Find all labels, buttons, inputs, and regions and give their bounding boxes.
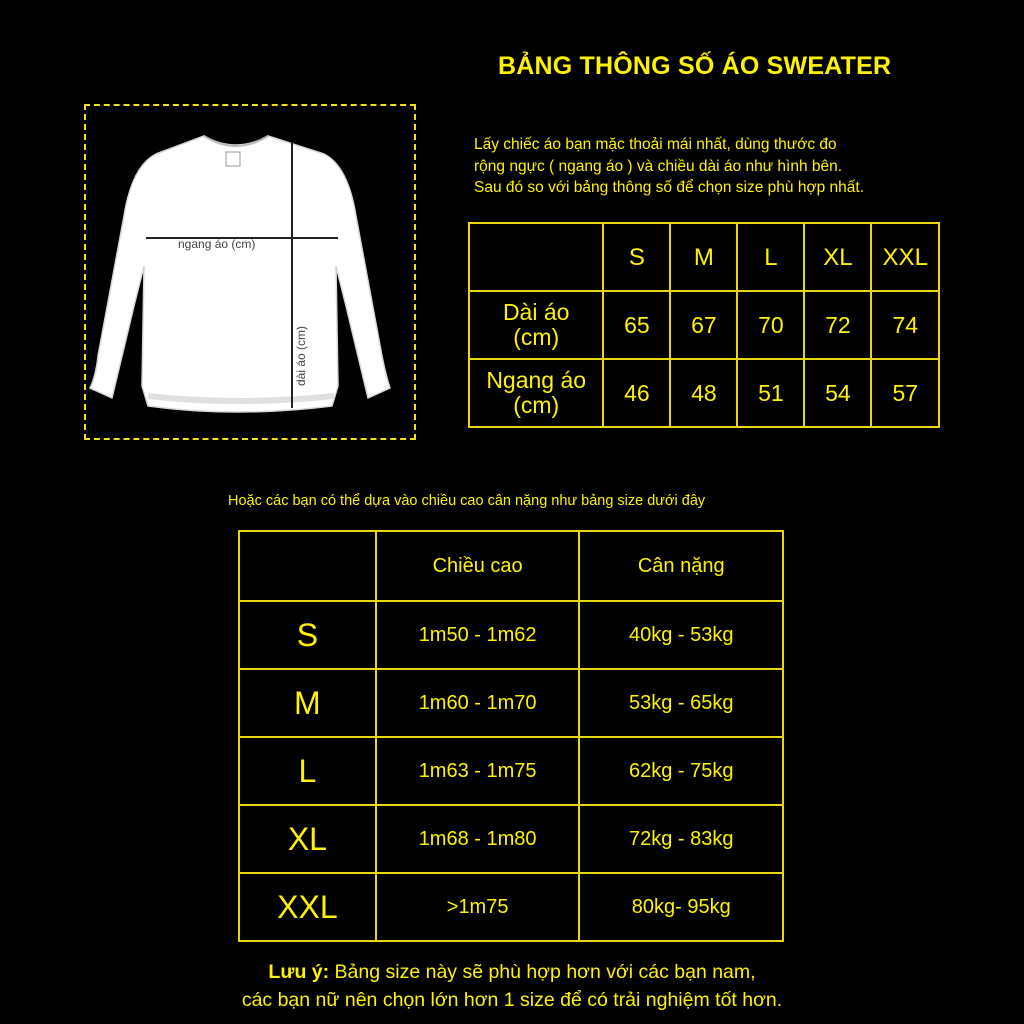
size-cell: L [239,737,376,805]
sweater-illustration [86,106,414,438]
table-row [469,359,939,427]
value-cell: 54 [804,359,871,427]
column-header: Cân nặng [579,531,783,601]
footer-text: Bảng size này sẽ phù hợp hơn với các bạn nam, [329,961,756,983]
height-weight-table [238,530,784,942]
length-label: dài áo (cm) [294,325,308,386]
value-cell: 51 [737,359,804,427]
size-header: S [603,223,670,291]
value-cell: 46 [603,359,670,427]
row-label-line: Dài áo [502,299,570,325]
weight-cell: 53kg - 65kg [579,669,783,737]
table-row [469,223,939,291]
row-label [469,291,603,359]
weight-cell: 62kg - 75kg [579,737,783,805]
value-cell: 57 [871,359,939,427]
row-label-line: (cm) [513,392,560,418]
table-row [239,601,783,669]
size-header: XL [804,223,871,291]
value-cell: 70 [737,291,804,359]
size-header: XXL [871,223,939,291]
height-cell: 1m50 - 1m62 [376,601,580,669]
value-cell: 74 [871,291,939,359]
size-header: M [670,223,737,291]
height-cell: 1m68 - 1m80 [376,805,580,873]
table-row [239,873,783,941]
table-row [239,669,783,737]
intro-text [474,134,954,199]
weight-cell: 72kg - 83kg [579,805,783,873]
sweater-icon [90,136,390,412]
size-header: L [737,223,804,291]
table-row [469,291,939,359]
row-label [469,359,603,427]
table-corner-cell [469,223,603,291]
weight-cell: 40kg - 53kg [579,601,783,669]
footer-label: Lưu ý: [268,961,330,983]
value-cell: 65 [603,291,670,359]
size-cell: XL [239,805,376,873]
width-label: ngang áo (cm) [178,237,256,251]
value-cell: 48 [670,359,737,427]
table-row [239,531,783,601]
height-cell: 1m63 - 1m75 [376,737,580,805]
value-cell: 72 [804,291,871,359]
weight-cell: 80kg- 95kg [579,873,783,941]
intro-line: rộng ngực ( ngang áo ) và chiều dài áo như hình bên. [474,157,843,175]
intro-line: Sau đó so với bảng thông số để chọn size phù hợp nhất. [474,179,865,196]
page-title: BẢNG THÔNG SỐ ÁO SWEATER [498,52,892,80]
footer-line: các bạn nữ nên chọn lớn hơn 1 size để có trải nghiệm tốt hơn. [241,989,783,1011]
alternative-note: Hoặc các bạn có thể dựa vào chiều cao cân nặng như bảng size dưới đây [228,493,706,509]
row-label-line: (cm) [513,324,560,350]
height-cell: 1m60 - 1m70 [376,669,580,737]
footer-note [0,958,1024,1014]
table-row [239,805,783,873]
size-cell: M [239,669,376,737]
footer-line [0,958,1024,986]
size-cell: XXL [239,873,376,941]
table-row [239,737,783,805]
height-cell: >1m75 [376,873,580,941]
intro-line: Lấy chiếc áo bạn mặc thoải mái nhất, dùng thước đo [474,136,837,153]
value-cell: 67 [670,291,737,359]
sweater-photo [84,104,416,440]
measurement-table [468,222,940,428]
column-header: Chiều cao [376,531,580,601]
size-cell: S [239,601,376,669]
table-corner-cell [239,531,376,601]
row-label-line: Ngang áo [486,367,587,393]
